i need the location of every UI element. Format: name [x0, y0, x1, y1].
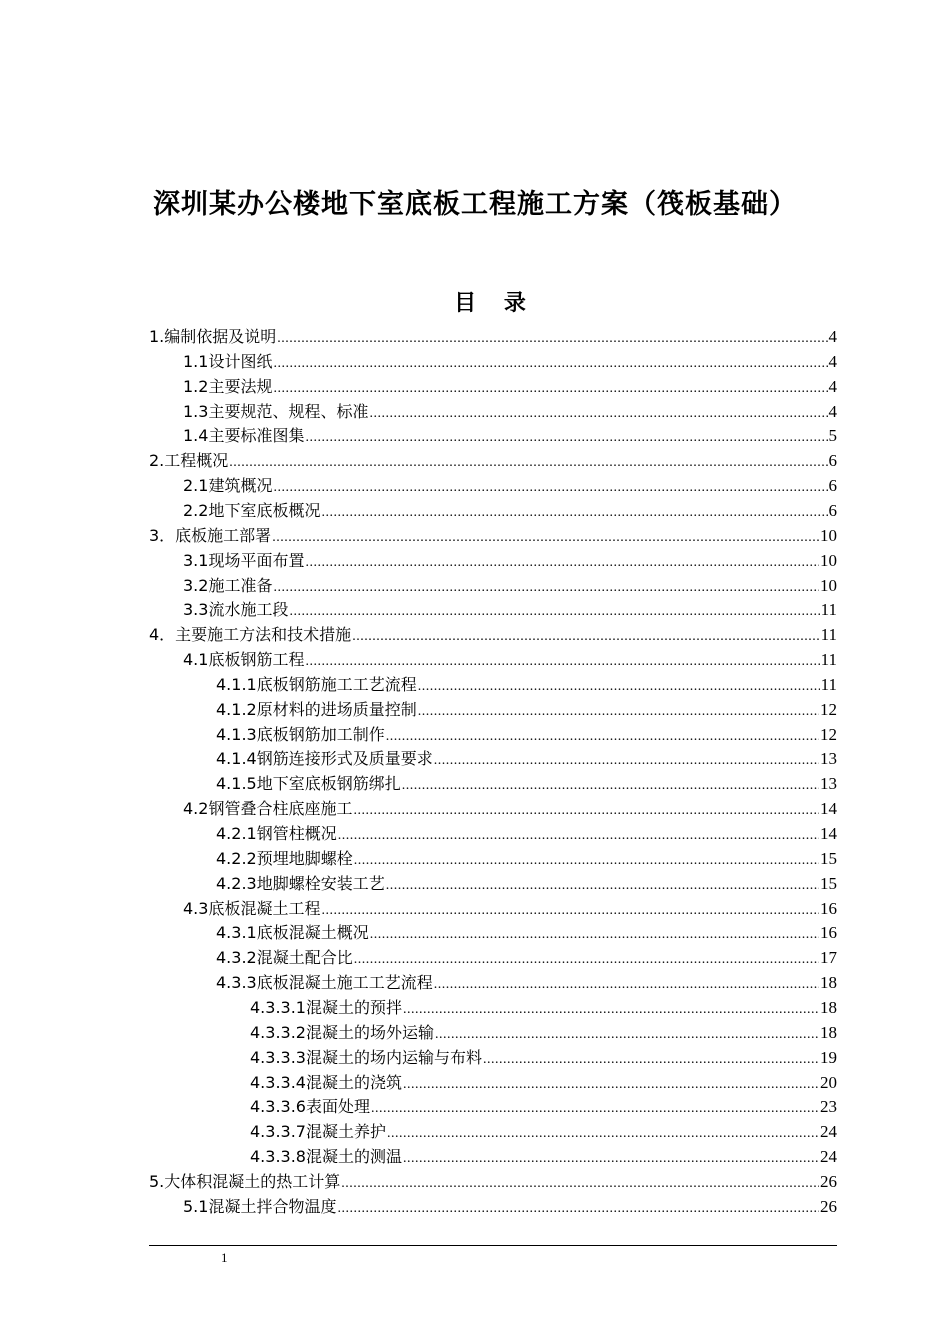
toc-entry[interactable] — [250, 1120, 837, 1144]
toc-entry-label: 4.3.2混凝土配合比 — [216, 948, 353, 967]
toc-entry-page: 17 — [820, 948, 837, 967]
toc-dot-leader — [321, 501, 827, 525]
toc-entry[interactable] — [183, 400, 837, 424]
toc-dot-leader — [387, 1122, 819, 1146]
toc-entry-label: 4.3.3.7混凝土养护 — [250, 1122, 386, 1141]
toc-dot-leader — [371, 1097, 819, 1121]
toc-dot-leader — [435, 1023, 819, 1047]
toc-dot-leader — [273, 352, 827, 376]
toc-entry-page: 15 — [820, 874, 837, 893]
toc-entry[interactable] — [216, 872, 837, 896]
toc-entry[interactable] — [216, 822, 837, 846]
toc-entry-page: 10 — [820, 526, 837, 545]
toc-entry-page: 13 — [820, 774, 837, 793]
toc-dot-leader — [321, 899, 819, 923]
toc-entry-page: 20 — [820, 1073, 837, 1092]
toc-dot-leader — [386, 874, 819, 898]
toc-entry-page: 18 — [820, 973, 837, 992]
toc-entry-page: 13 — [820, 749, 837, 768]
toc-entry-label: 4.3底板混凝土工程 — [183, 899, 321, 918]
toc-entry[interactable] — [216, 971, 837, 995]
toc-entry[interactable] — [183, 375, 837, 399]
toc-entry-page: 19 — [820, 1048, 837, 1067]
toc-entry-page: 18 — [820, 1023, 837, 1042]
toc-entry-page: 11 — [820, 650, 837, 669]
toc-entry[interactable] — [183, 350, 837, 374]
toc-entry[interactable] — [149, 449, 837, 473]
toc-entry[interactable] — [216, 921, 837, 945]
toc-dot-leader — [277, 327, 827, 351]
toc-entry-label: 4.3.3.2混凝土的场外运输 — [250, 1023, 434, 1042]
document-title: 深圳某办公楼地下室底板工程施工方案（筏板基础） — [153, 189, 797, 220]
toc-entry-page: 11 — [820, 600, 837, 619]
toc-entry[interactable] — [183, 499, 837, 523]
toc-dot-leader — [354, 849, 819, 873]
toc-entry-page: 11 — [820, 625, 837, 644]
toc-entry[interactable] — [250, 1046, 837, 1070]
toc-entry-page: 5 — [828, 426, 837, 445]
toc-entry-page: 15 — [820, 849, 837, 868]
toc-entry[interactable] — [183, 598, 837, 622]
toc-dot-leader — [370, 923, 819, 947]
toc-entry-label: 4.2钢管叠合柱底座施工 — [183, 799, 353, 818]
toc-entry-page: 6 — [828, 476, 837, 495]
toc-entry-label: 2.1建筑概况 — [183, 476, 273, 495]
toc-entry[interactable] — [183, 797, 837, 821]
toc-dot-leader — [434, 973, 819, 997]
toc-entry[interactable] — [183, 648, 837, 672]
toc-entry-label: 4.1.5地下室底板钢筋绑扎 — [216, 774, 401, 793]
toc-entry[interactable] — [216, 747, 837, 771]
toc-entry-page: 14 — [820, 799, 837, 818]
toc-entry-page: 4 — [828, 352, 837, 371]
toc-entry[interactable] — [183, 549, 837, 573]
toc-dot-leader — [229, 451, 827, 475]
toc-dot-leader — [305, 426, 827, 450]
toc-dot-leader — [273, 476, 827, 500]
toc-entry-label: 4.2.3地脚螺栓安装工艺 — [216, 874, 385, 893]
toc-entry[interactable] — [183, 1195, 837, 1219]
toc-entry[interactable] — [183, 574, 837, 598]
toc-entry-label: 4.3.3.6表面处理 — [250, 1097, 370, 1116]
toc-entry-page: 18 — [820, 998, 837, 1017]
toc-entry-label: 4.1.1底板钢筋施工工艺流程 — [216, 675, 417, 694]
toc-entry-label: 3．底板施工部署 — [149, 526, 272, 545]
toc-entry-label: 4.3.3.3混凝土的场内运输与布料 — [250, 1048, 482, 1067]
toc-entry-label: 4.1.4钢筋连接形式及质量要求 — [216, 749, 433, 768]
toc-entry-label: 3.3流水施工段 — [183, 600, 289, 619]
toc-entry-label: 5.大体积混凝土的热工计算 — [149, 1172, 341, 1191]
toc-dot-leader — [272, 526, 819, 550]
toc-entry[interactable] — [250, 1145, 837, 1169]
toc-entry-label: 4.3.3.1混凝土的预拌 — [250, 998, 402, 1017]
toc-entry-label: 3.1现场平面布置 — [183, 551, 305, 570]
toc-dot-leader — [352, 625, 819, 649]
toc-entry-label: 1.1设计图纸 — [183, 352, 273, 371]
toc-entry[interactable] — [149, 325, 837, 349]
toc-entry-label: 4.2.1钢管柱概况 — [216, 824, 337, 843]
toc-heading: 目 录 — [454, 290, 536, 316]
toc-entry-page: 4 — [828, 402, 837, 421]
toc-entry-label: 3.2施工准备 — [183, 576, 273, 595]
toc-dot-leader — [418, 675, 820, 699]
toc-entry-page: 12 — [820, 725, 837, 744]
toc-dot-leader — [483, 1048, 819, 1072]
toc-dot-leader — [353, 799, 819, 823]
toc-entry-page: 24 — [820, 1147, 837, 1166]
toc-entry[interactable] — [183, 424, 837, 448]
toc-dot-leader — [403, 1147, 819, 1171]
toc-entry-page: 12 — [820, 700, 837, 719]
toc-dot-leader — [354, 948, 819, 972]
toc-entry-label: 4.3.3.4混凝土的浇筑 — [250, 1073, 402, 1092]
toc-entry-label: 4.3.1底板混凝土概况 — [216, 923, 369, 942]
toc-entry-label: 4.1底板钢筋工程 — [183, 650, 305, 669]
toc-entry-page: 24 — [820, 1122, 837, 1141]
toc-entry-page: 16 — [820, 923, 837, 942]
toc-entry-label: 1.2主要法规 — [183, 377, 273, 396]
toc-entry[interactable] — [216, 698, 837, 722]
toc-entry-page: 4 — [828, 377, 837, 396]
toc-dot-leader — [305, 551, 819, 575]
toc-entry-page: 10 — [820, 576, 837, 595]
toc-entry[interactable] — [183, 897, 837, 921]
toc-entry-label: 1.4主要标准图集 — [183, 426, 305, 445]
toc-entry[interactable] — [250, 1071, 837, 1095]
toc-dot-leader — [337, 1197, 819, 1221]
toc-entry-label: 2.工程概况 — [149, 451, 229, 470]
toc-dot-leader — [273, 576, 819, 600]
toc-entry[interactable] — [216, 772, 837, 796]
toc-dot-leader — [402, 774, 819, 798]
toc-entry-label: 4．主要施工方法和技术措施 — [149, 625, 352, 644]
page-number: 1 — [221, 1250, 228, 1265]
toc-entry-page: 16 — [820, 899, 837, 918]
toc-entry-label: 1.3主要规范、规程、标准 — [183, 402, 369, 421]
toc-entry-label: 4.3.3底板混凝土施工工艺流程 — [216, 973, 433, 992]
toc-dot-leader — [403, 998, 819, 1022]
toc-entry[interactable] — [149, 1170, 837, 1194]
toc-entry[interactable] — [149, 623, 837, 647]
toc-dot-leader — [403, 1073, 819, 1097]
toc-entry[interactable] — [250, 1021, 837, 1045]
toc-entry-page: 23 — [820, 1097, 837, 1116]
toc-entry[interactable] — [250, 996, 837, 1020]
toc-entry-label: 4.2.2预埋地脚螺栓 — [216, 849, 353, 868]
toc-entry-label: 4.1.2原材料的进场质量控制 — [216, 700, 417, 719]
toc-entry[interactable] — [149, 524, 837, 548]
toc-entry-page: 14 — [820, 824, 837, 843]
toc-entry-label: 4.3.3.8混凝土的测温 — [250, 1147, 402, 1166]
toc-entry-page: 26 — [820, 1172, 837, 1191]
toc-entry-label: 4.1.3底板钢筋加工制作 — [216, 725, 385, 744]
toc-dot-leader — [418, 700, 819, 724]
toc-entry-label: 2.2地下室底板概况 — [183, 501, 321, 520]
toc-entry[interactable] — [216, 847, 837, 871]
toc-dot-leader — [289, 600, 819, 624]
toc-dot-leader — [434, 749, 819, 773]
toc-entry[interactable] — [183, 474, 837, 498]
toc-dot-leader — [341, 1172, 819, 1196]
toc-entry[interactable] — [250, 1095, 837, 1119]
toc-entry-label: 5.1混凝土拌合物温度 — [183, 1197, 337, 1216]
toc-entry-page: 6 — [828, 451, 837, 470]
toc-entry[interactable] — [216, 673, 837, 697]
toc-entry-page: 26 — [820, 1197, 837, 1216]
toc-dot-leader — [338, 824, 819, 848]
toc-entry[interactable] — [216, 946, 837, 970]
toc-dot-leader — [305, 650, 819, 674]
toc-dot-leader — [273, 377, 827, 401]
toc-entry-page: 6 — [828, 501, 837, 520]
toc-dot-leader — [369, 402, 827, 426]
toc-dot-leader — [386, 725, 819, 749]
toc-entry-page: 10 — [820, 551, 837, 570]
toc-entry-page: 11 — [820, 675, 837, 694]
toc-entry[interactable] — [216, 723, 837, 747]
toc-entry-page: 4 — [828, 327, 837, 346]
footer-divider — [149, 1245, 837, 1246]
toc-entry-label: 1.编制依据及说明 — [149, 327, 277, 346]
